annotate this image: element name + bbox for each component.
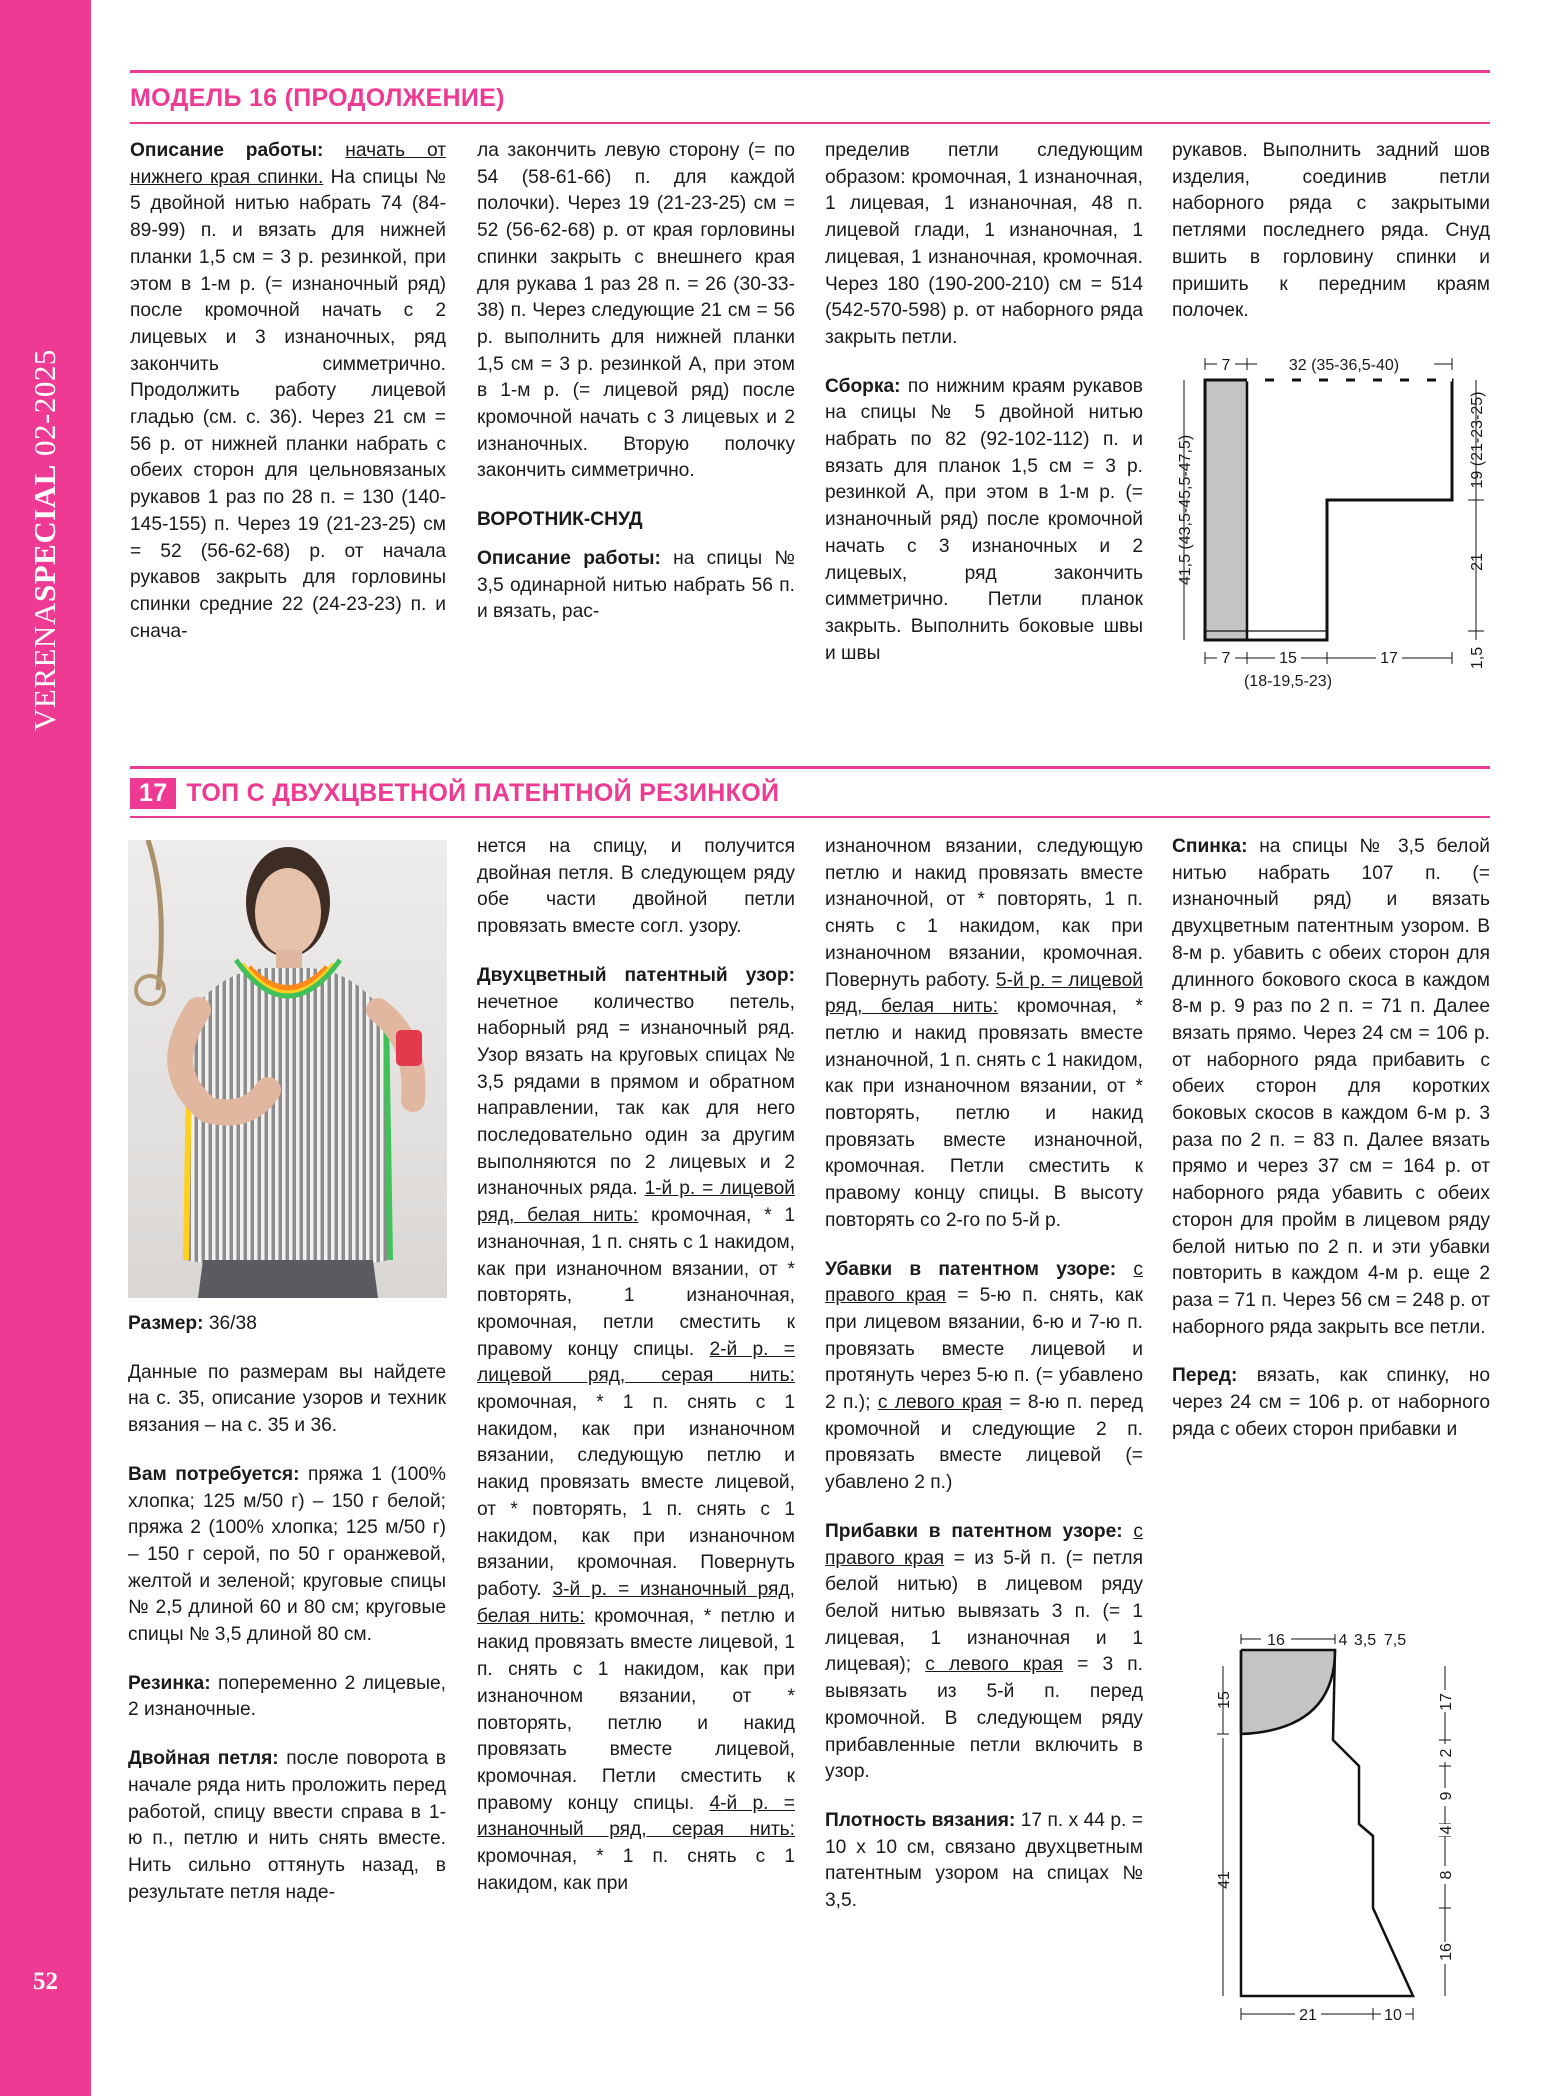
cardigan-schema (1172, 340, 1502, 700)
back-label: Спинка: (1172, 836, 1248, 857)
top-schema (1195, 1630, 1485, 2050)
assembly-label: Сборка: (825, 375, 901, 397)
work-desc-label: Описание работы: (130, 140, 324, 161)
section1-column-4 (1172, 138, 1490, 325)
double-stitch-continuation: нется на спицу, и получится двойная петля. В следующем ряду обе части двойной петли провязать вместе согл. узору. (477, 836, 795, 938)
dim-bottom-mid-sizes: (18-19,5-23) (1243, 673, 1333, 690)
collar-desc-label: Описание работы: (477, 547, 661, 569)
gauge-text: 17 п. х 44 р. = 10 х 10 см, связано двухцветным патентным узором на спицах № 3,5. (825, 1809, 1143, 1912)
section2-title (130, 778, 779, 809)
section2-column-4 (1172, 834, 1490, 1443)
sizes-note: Данные по размерам вы найдете на с. 35, описание узоров и техник вязания – на с. 35 и 36. (128, 1361, 446, 1437)
dim-top-right: 32 (35-36,5-40) (1288, 357, 1400, 374)
dim-right-5: 8 (1438, 1870, 1455, 1880)
brand-special: SPECIAL (27, 464, 62, 603)
dim-bottom-left: 21 (1299, 2007, 1317, 2024)
increase-left-label: с левого края (925, 1654, 1064, 1676)
dim-top-left: 7 (1221, 357, 1231, 374)
dim-bottom-right: 10 (1384, 2007, 1402, 2024)
gauge-label: Плотность вязания: (825, 1809, 1016, 1831)
increase-left-text: = 3 п. вывязать из 5-й п. перед кромочной. В следующем ряду прибавленные петли включить в узор. (825, 1654, 1144, 1783)
dim-right-low: 1,5 (1469, 646, 1486, 670)
dim-right-4: 4 (1438, 1825, 1455, 1835)
dim-bottom-left: 7 (1221, 650, 1231, 667)
back-text: на спицы № 3,5 белой нитью набрать 107 п. (= изнаночный ряд) и вязать двухцветным патентным узором. В 8-м р. убавить с обеих сторон для длинного бокового скоса в каждом 8-м р. 9 раз по 2 п. = 71 п. Далее вязать прямо. Через 24 см = 106 р. от наборного ряда прибавить с обеих сторон для коротких боковых скосов в каждом 6-м р. 3 раза по 2 п. = 83 п. Далее вязать прямо и через 37 см = 164 р. от наборного ряда убавить с обеих сторон для пройм в лицевом ряду белой нитью по 2 п. и эти убавки повторить в каждом 4-м р. еще 2 раза = 71 п. Через 56 см = 248 р. от наборного ряда закрыть все петли. (1172, 836, 1490, 1338)
work-desc-body: На спицы № 5 двойной нитью набрать 74 (84-89-99) п. и вязать для нижней планки 1,5 см = 3 р. резинкой, при этом в 1-м р. (= изнаночный ряд) после кромочной начать с 2 лицевых и 3 изнаночных, ряд закончить симметрично. Продолжить работу лицевой гладью (см. с. 36). Через 21 см = 56 р. от нижней планки набрать с обеих сторон для цельновязаных рукавов 1 раз по 28 п. = 130 (140-145-155) п. Через 19 (21-23-25) см = 52 (56-62-68) р. от начала рукавов закрыть для горловины спинки средние 22 (24-23-23) п. и снача- (130, 166, 446, 642)
dim-top-mid: 4 (1338, 1632, 1348, 1649)
dim-bottom-mid: 15 (1279, 650, 1297, 667)
section2-column-2 (477, 834, 795, 1897)
dim-top-left: 16 (1267, 1632, 1285, 1649)
work-desc-start: начать от нижнего края спинки. (130, 140, 446, 188)
section2-title-text: ТОП С ДВУХЦВЕТНОЙ ПАТЕНТНОЙ РЕЗИНКОЙ (186, 779, 780, 807)
row5-text: кромочная, * петлю и накид провязать вместе изнаночной, 1 п. снять с 1 накидом, как при изнаночном вязании, от * повторять, петлю и накид провязать вместе изнаночной, кромочная. Петли сместить к правому концу спицы. В высоту повторять со 2-го по 5-й р. (825, 996, 1143, 1231)
front-label: Перед: (1172, 1365, 1238, 1387)
dim-bottom-right: 17 (1380, 650, 1398, 667)
row3-text: кромочная, * петлю и накид провязать вместе лицевой, 1 п. снять с 1 накидом, как при изнаночном вязании, от * повторять, петлю и накид провязать вместе лицевой, кромочная. Петли сместить к правому концу спицы. (477, 1605, 796, 1814)
section2-column-1 (128, 1311, 446, 1906)
section1-column-2 (477, 138, 795, 626)
row5-label: 5-й р. = лицевой ряд, белая нить: (825, 969, 1143, 1018)
dim-left-lower: 41 (1216, 1871, 1233, 1889)
collar-desc-text: на спицы № 3,5 одинарной нитью набрать 56 п. и вязать, рас- (477, 547, 795, 623)
materials-text: пряжа 1 (100% хлопка; 125 м/50 г) – 150 г белой; пряжа 2 (100% хлопка; 125 м/50 г) – 150 г серой, по 50 г оранжевой, желтой и зеленой; круговые спицы № 2,5 длиной 60 и 80 см; круговые спицы № 3,5 длиной 80 см. (128, 1463, 446, 1646)
section1-title: МОДЕЛЬ 16 (ПРОДОЛЖЕНИЕ) (130, 84, 505, 112)
front-text: вязать, как спинку, но через 24 см = 106 р. от наборного ряда с обеих сторон прибавки и (1172, 1365, 1490, 1440)
assembly-continuation: рукавов. Выполнить задний шов изделия, соединив петли наборного ряда с закрытыми петлями последнего ряда. Снуд вшить в горловину спинки и пришить к передним краям полочек. (1172, 140, 1490, 322)
brand-name: VERENA (27, 602, 62, 731)
page-number: 52 (33, 1968, 58, 1995)
row1-text: кромочная, * 1 изнаночная, 1 п. снять с 1 накидом, как при изнаночном вязании, от * повторять, 1 изнаночная, кромочная, петли сместить к правому концу спицы. (477, 1205, 795, 1360)
row1-label: 1-й р. = лицевой ряд, белая нить: (477, 1178, 795, 1227)
dim-left-height: 41,5 (43,5-45,5-47,5) (1177, 434, 1194, 586)
pattern-text: нечетное количество петель, наборный ряд = изнаночный ряд. Узор вязать на круговых спицах № 3,5 рядами в прямом и обратном направлении, так как для него последовательно один за другим выполняются по 2 лицевых и 2 изнаночных ряда. (477, 991, 795, 1200)
row4-text: кромочная, * 1 п. снять с 1 накидом, как при (477, 1846, 795, 1894)
collar-continuation: пределив петли следующим образом: кромочная, 1 изнаночная, 1 лицевая, 1 изнаночная, 48 п. лицевой глади, 1 изнаночная, 1 лицевая, 1 изнаночная, кромочная. Через 180 (190-200-210) см = 514 (542-570-598) р. от наборного ряда закрыть петли. (825, 140, 1143, 348)
issue-number: 02-2025 (27, 349, 62, 456)
assembly-text: по нижним краям рукавов на спицы № 5 двойной нитью набрать по 82 (92-102-112) п. и вязать для планок 1,5 см = 3 р. резинкой А, при этом в 1-м р. (= изнаночный ряд) после кромочной начать с 3 изнаночных и 2 лицевых, ряд закончить симметрично. Петли планок закрыть. Выполнить боковые швы и швы (825, 375, 1143, 664)
decrease-left-text: = 8-ю п. перед кромочной и следующие 2 п. провязать вместе лицевой (= убавлено 2 п.) (825, 1392, 1143, 1494)
section1-title-rule (130, 122, 1490, 124)
model-illustration (128, 840, 447, 1298)
left-front-text: ла закончить левую сторону (= по 54 (58-61-66) п. для каждой полочки). Через 19 (21-23-25) см = 52 (56-62-68) р. от края горловины спинки закрыть с внешнего края для рукава 1 раз 28 п. = 26 (30-33-38) п. Через следующие 21 см = 56 р. выполнить для нижней планки 1,5 см = 3 р. резинкой А, при этом в 1-м р. (= лицевой ряд) после кромочной начать с 3 лицевых и 2 изнаночных. Вторую полочку закончить симметрично. (477, 140, 795, 482)
dim-right-mid: 21 (1469, 553, 1486, 571)
size-value: 36/38 (208, 1313, 257, 1334)
dim-right-2: 2 (1438, 1748, 1455, 1758)
dim-top-r2: 7,5 (1383, 1632, 1407, 1649)
section2-title-rule (130, 816, 1490, 818)
decrease-left-label: с левого края (877, 1392, 1003, 1414)
double-stitch-text: после поворота в начале ряда нить проложить перед работой, спицу ввести справа в 1-ю п., петлю и нить снять вместе. Нить сильно оттянуть назад, в результате петля наде- (128, 1748, 446, 1903)
row2-label: 2-й р. = лицевой ряд, серая нить: (477, 1338, 795, 1387)
dim-top-r1: 3,5 (1353, 1632, 1377, 1649)
row4-continuation: изнаночном вязании, следующую петлю и накид провязать вместе изнаночной, от * повторять, 1 п. снять с 1 накидом, как при изнаночном вязании, кромочная. Повернуть работу. (825, 836, 1143, 991)
page-sidebar (0, 0, 91, 2096)
dim-right-upper: 19 (21-23-25) (1469, 391, 1486, 489)
increase-label: Прибавки в патентном узоре: (825, 1520, 1123, 1542)
materials-label: Вам потребуется: (128, 1463, 300, 1485)
increase-right-text: = из 5-й п. (= петля белой нитью) в лицевом ряду белой нитью вывязать 3 п. (= 1 лицевая, 1 изнаночная и 1 лицевая); (825, 1547, 1143, 1676)
section2-top-rule (130, 766, 1490, 769)
double-stitch-label: Двойная петля: (128, 1748, 279, 1770)
dim-left-upper: 15 (1216, 1691, 1233, 1709)
section1-column-3 (825, 138, 1143, 667)
decrease-label: Убавки в патентном узоре: (825, 1258, 1117, 1280)
row3-label: 3-й р. = изнаночный ряд, белая нить: (477, 1578, 795, 1627)
section2-column-3 (825, 834, 1143, 1915)
dim-right-6: 16 (1438, 1943, 1455, 1961)
decrease-right-text: = 5-ю п. снять, как при лицевом вязании, 6-ю и 7-ю п. провязать вместе лицевой и протянуть через 5-ю п. (= убавлено 2 п.); (825, 1285, 1143, 1414)
section1-column-1 (130, 138, 446, 645)
section1-top-rule (130, 70, 1490, 73)
size-label: Размер: (128, 1313, 204, 1334)
decrease-right-label: с правого края (825, 1258, 1143, 1307)
magazine-brand (20, 349, 70, 731)
dim-right-3: 9 (1438, 1791, 1455, 1801)
row4-label: 4-й р. = изнаночный ряд, серая нить: (477, 1792, 795, 1841)
increase-right-label: с правого края (825, 1520, 1143, 1569)
model-photo (128, 840, 447, 1298)
row2-text: кромочная, * 1 п. снять с 1 накидом, как при изнаночном вязании, следующую петлю и накид провязать вместе лицевой, от * повторять, 1 п. снять с 1 накидом, как при изнаночном вязании, кромочная. Повернуть работу. (477, 1392, 795, 1600)
model-number-badge: 17 (130, 778, 176, 809)
pattern-label: Двухцветный патентный узор: (477, 964, 795, 986)
collar-heading: ВОРОТНИК-СНУД (477, 509, 643, 531)
dim-right-1: 17 (1438, 1693, 1455, 1711)
rib-text: попеременно 2 лицевые, 2 изнаночные. (128, 1672, 446, 1721)
rib-label: Резинка: (128, 1672, 211, 1694)
